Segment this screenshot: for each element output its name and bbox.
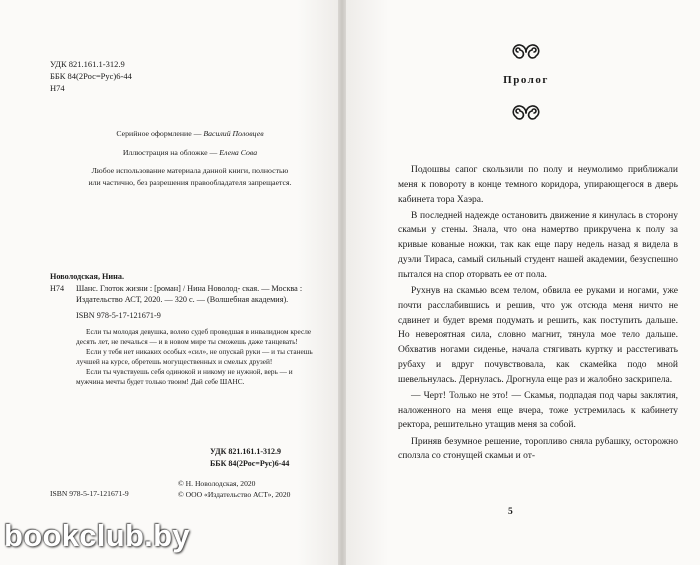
- credits-block: [60, 128, 320, 188]
- isbn-footer: ISBN 978-5-17-121671-9: [50, 489, 129, 498]
- cover-illustration-line: [60, 147, 320, 159]
- record-isbn: ISBN 978-5-17-121671-9: [76, 310, 161, 320]
- text-paragraph: Подошвы сапог скользили по полу и неумолимо приближали меня к повороту в конце темного коридора, упирающегося в дверь кабинета тора Хаэра.: [398, 165, 678, 205]
- rights-notice-line-2: или частично, без разрешения правообладателя запрещается.: [88, 177, 292, 187]
- copyright-author: © Н. Новолодская, 2020: [178, 479, 256, 488]
- watermark: bookclub.by: [4, 518, 190, 553]
- chapter-text: [398, 163, 678, 465]
- cover-illustration-label: Иллюстрация на обложке —: [122, 147, 218, 157]
- text-paragraph: Рухнув на скамью всем телом, обвила ее руками и ногами, уже почти расслабившись и решив, что уж отсюда меня ничто не сдвинет и будет время подумать и решить, как поступить дальше. Но невероятная сила, словно магнит, тянула мое тело дальше. Обхватив ногами сиденье, начала стягивать куртку и расстегивать рубаху и вдруг почувствовала, как скамейка подо мной шевельнулась. Дернулась. Дрогнула еще раз и жалобно заскрипела.: [398, 285, 678, 385]
- record-author: Новолодская, Нина.: [50, 272, 124, 281]
- cover-illustration-name: Елена Сова: [219, 147, 258, 157]
- series-design-line: [60, 128, 320, 140]
- record-class-mark: Н74: [50, 283, 65, 293]
- annotation-paragraph: Если ты молодая девушка, волею судеб проведшая в инвалидном кресле десять лет, не печалься — и в новом мире ты сможешь даже танцевать!: [76, 327, 312, 346]
- series-design-name: Василий Половцев: [203, 129, 264, 138]
- catalog-codes: [50, 58, 132, 94]
- text-paragraph: В последней надежде остановить движение я кинулась в сторону скамьи у стены. Знала, что она намертво прикручена к полу за кривые кованые ножки, так как еще пару недель назад я видела в дуэли Тираса, самый сильный студент нашей академии, безуспешно пытался на спор оторвать ее от пола.: [398, 210, 678, 280]
- left-page: [0, 0, 338, 565]
- series-design-label: Серийное оформление —: [116, 129, 202, 138]
- spiral-ornament-icon: [506, 103, 546, 123]
- bbk-code: ББК 84(2Рос=Рус)6-44: [50, 71, 132, 81]
- udk-code-repeat: УДК 821.161.1-312.9: [210, 447, 282, 456]
- copyright-publisher: © ООО «Издательство АСТ», 2020: [178, 490, 291, 499]
- page-number: 5: [508, 507, 513, 517]
- author-mark: Н74: [50, 83, 65, 93]
- bbk-code-repeat: ББК 84(2Рос=Рус)6-44: [210, 458, 290, 468]
- annotation-paragraph: Если ты чувствуешь себя одинокой и никому не нужной, верь — и мужчина мечты будет только твоим! Дай себе ШАНС.: [76, 367, 293, 386]
- annotation-paragraph: Если у тебя нет никаких особых «сил», не опускай руки — и ты станешь лучшей на курсе, обретешь могущественных и смелых друзей!: [76, 347, 313, 366]
- catalog-codes-repeat: [210, 446, 289, 469]
- copyright-block: [178, 478, 290, 500]
- record-description: Шанс. Глоток жизни : [роман] / Нина Новолод- ская. — Москва : Издательство АСТ, 2020. — 320 с. — (Волшебная академия).: [76, 283, 303, 304]
- udk-code: УДК 821.161.1-312.9: [50, 59, 125, 69]
- rights-notice-line-1: Любое использование материала данной книги, полностью: [91, 166, 289, 175]
- bibliographic-record: [50, 271, 320, 387]
- spiral-ornament-icon: [506, 42, 546, 62]
- book-spine: [338, 0, 346, 565]
- right-page: [346, 0, 700, 565]
- chapter-heading: Пролог: [503, 74, 549, 86]
- text-paragraph: Приняв безумное решение, торопливо сняла рубашку, осторожно сползла со стонущей скамьи и от-: [398, 436, 678, 462]
- book-annotation: [76, 327, 320, 387]
- text-paragraph: — Черт! Только не это! — Скамья, подпадая под чары заклятия, наложенного на меня еще вчера, тоже устремилась к кабинету ректора, решительно утащив меня за собой.: [398, 390, 678, 431]
